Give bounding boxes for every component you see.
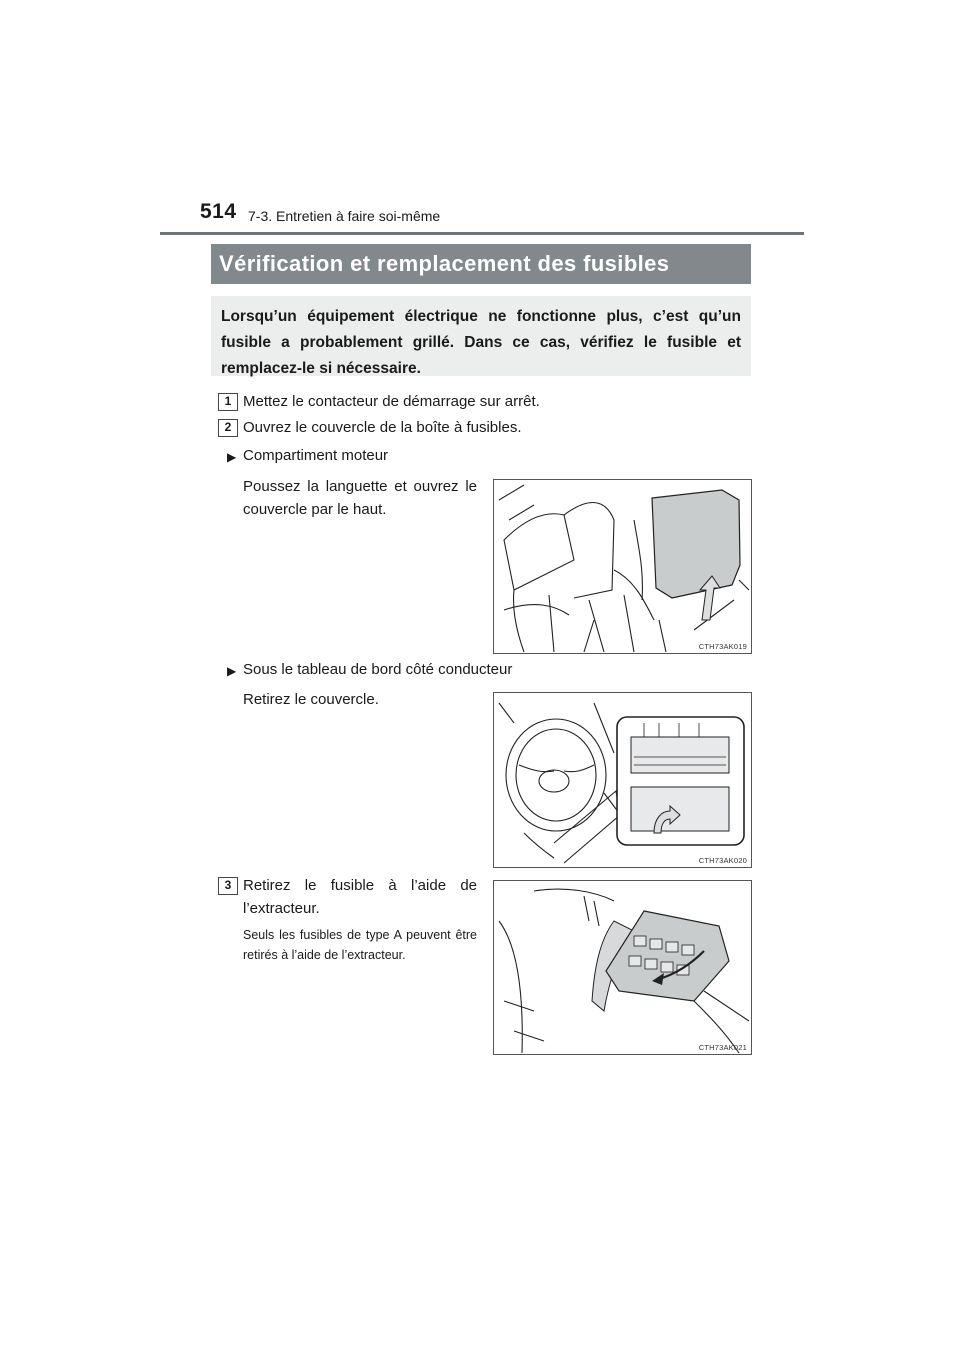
sub-item-1-label: Compartiment moteur	[243, 447, 389, 464]
dashboard-illustration	[494, 693, 751, 867]
sub-item-1-text: Poussez la languette et ouvrez le couvercle par le haut.	[243, 478, 477, 518]
section-title: Vérification et remplacement des fusibles	[211, 244, 751, 284]
header-rule	[160, 232, 804, 235]
step-number-3: 3	[218, 877, 238, 895]
arrow-bullet-icon: ▶	[227, 450, 237, 464]
step-1-text: Mettez le contacteur de démarrage sur arrêt.	[243, 393, 540, 410]
figure-1-code: CTH73AK019	[698, 642, 747, 651]
page-number: 514	[200, 200, 237, 223]
arrow-bullet-icon: ▶	[227, 664, 237, 678]
step-number-2: 2	[218, 419, 238, 437]
figure-fuse-extractor	[493, 880, 752, 1055]
section-reference: 7-3. Entretien à faire soi-même	[248, 208, 441, 224]
sub-item-2-label: Sous le tableau de bord côté conducteur	[243, 661, 513, 678]
step-3-text: Retirez le fusible à l’aide de l’extracteur.	[243, 877, 477, 917]
figure-3-code: CTH73AK021	[698, 1043, 747, 1052]
sub-item-2-text: Retirez le couvercle.	[243, 691, 379, 708]
figure-2-code: CTH73AK020	[698, 856, 747, 865]
step-2-text: Ouvrez le couvercle de la boîte à fusibles.	[243, 419, 522, 436]
figure-engine-fuse-box	[493, 479, 752, 654]
note-text: Seuls les fusibles de type A peuvent être retirés à l’aide de l’extracteur.	[243, 928, 477, 962]
engine-compartment-illustration	[494, 480, 751, 653]
figure-dashboard-fuse-box	[493, 692, 752, 868]
intro-box: Lorsqu’un équipement électrique ne fonctionne plus, c’est qu’un fusible a probablement grillé. Dans ce cas, vérifiez le fusible et remplacez-le si nécessaire.	[211, 296, 751, 376]
step-number-1: 1	[218, 393, 238, 411]
fuse-extractor-illustration	[494, 881, 751, 1054]
